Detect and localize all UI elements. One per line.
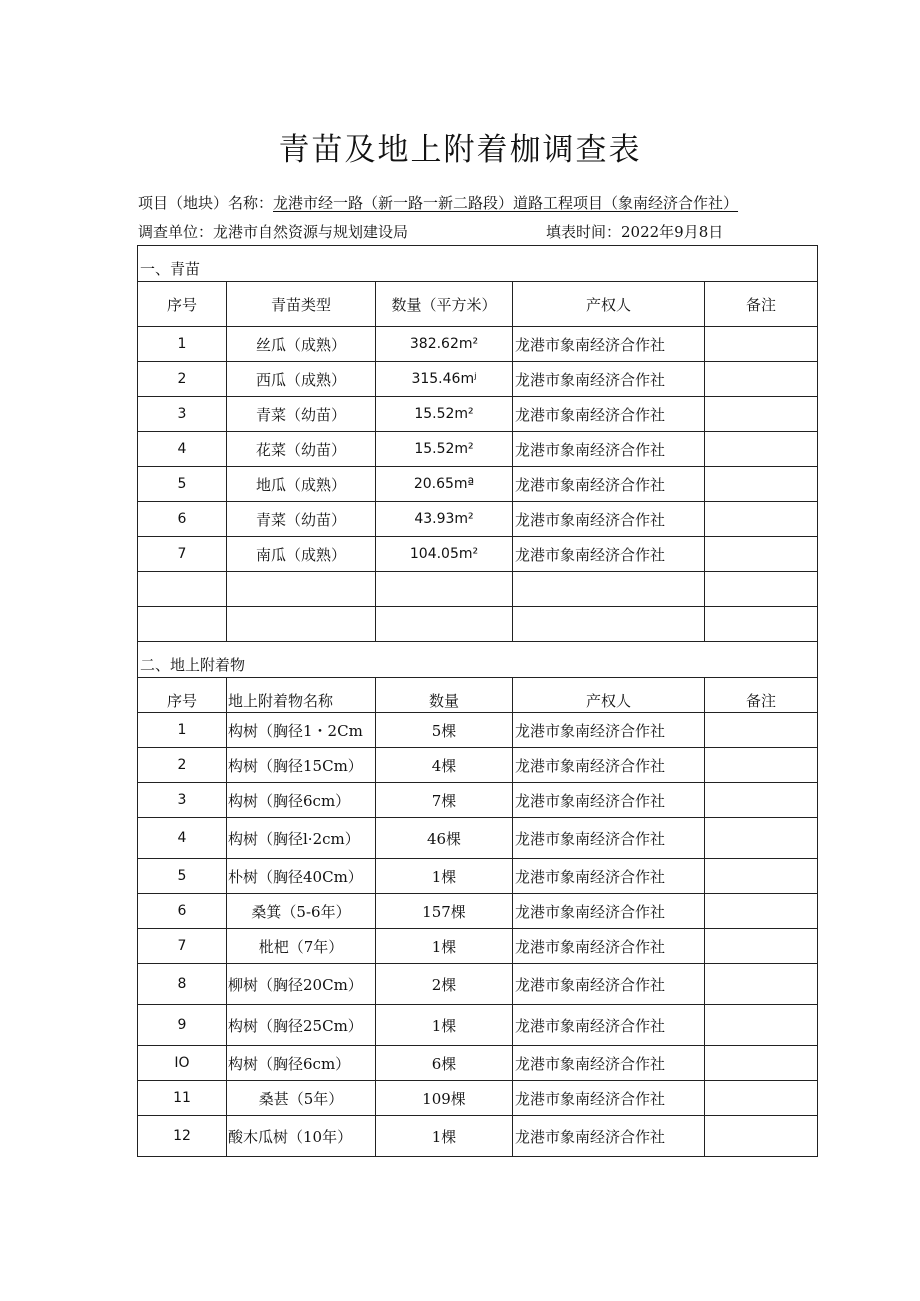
note — [705, 1046, 818, 1081]
owner: 龙港市象南经济合作社 — [513, 713, 705, 748]
table-row — [138, 748, 818, 783]
attachment-name: 构树（胸径l·2cm） — [227, 818, 376, 859]
owner: 龙港市象南经济合作社 — [513, 432, 705, 467]
owner: 龙港市象南经济合作社 — [513, 894, 705, 929]
note — [705, 748, 818, 783]
table-row — [138, 467, 818, 502]
seedling-type: 花菜（幼苗） — [227, 432, 376, 467]
attachment-name: 构树（胸径15Cm） — [227, 748, 376, 783]
attachment-name: 构树（胸径25Cm） — [227, 1005, 376, 1046]
row-number: 5 — [138, 467, 227, 502]
empty-cell — [513, 607, 705, 642]
table-row — [138, 713, 818, 748]
quantity: 46棵 — [376, 818, 513, 859]
quantity: 43.93m² — [376, 502, 513, 537]
section-attachments-title: 二、地上附着物 — [138, 642, 818, 678]
attachment-name: 酸木瓜树（10年） — [227, 1116, 376, 1157]
survey-unit-value: 龙港市自然资源与规划建设局 — [213, 223, 409, 241]
note — [705, 397, 818, 432]
table-row — [138, 783, 818, 818]
note — [705, 964, 818, 1005]
empty-cell — [513, 572, 705, 607]
survey-unit-label: 调查单位： — [138, 223, 214, 241]
attachment-name: 枇杷（7年） — [227, 929, 376, 964]
quantity: 315.46mʲ — [376, 362, 513, 397]
row-number: 2 — [138, 748, 227, 783]
header-cell: 序号 — [138, 678, 227, 713]
empty-row — [138, 607, 818, 642]
row-number: 9 — [138, 1005, 227, 1046]
fill-time: 填表时间：2022年9月8日 — [546, 223, 724, 241]
note — [705, 1081, 818, 1116]
owner: 龙港市象南经济合作社 — [513, 362, 705, 397]
table-row — [138, 859, 818, 894]
empty-cell — [227, 607, 376, 642]
table-row — [138, 964, 818, 1005]
note — [705, 327, 818, 362]
row-number: 11 — [138, 1081, 227, 1116]
empty-cell — [376, 607, 513, 642]
owner: 龙港市象南经济合作社 — [513, 397, 705, 432]
row-number: 3 — [138, 783, 227, 818]
table-row — [138, 432, 818, 467]
owner: 龙港市象南经济合作社 — [513, 783, 705, 818]
owner: 龙港市象南经济合作社 — [513, 537, 705, 572]
note — [705, 1005, 818, 1046]
seedling-type: 青菜（幼苗） — [227, 397, 376, 432]
attachment-name: 桑箕（5-6年） — [227, 894, 376, 929]
section-seedlings-title: 一、青苗 — [138, 246, 818, 282]
note — [705, 1116, 818, 1157]
quantity: 2棵 — [376, 964, 513, 1005]
seedling-type: 丝瓜（成熟） — [227, 327, 376, 362]
attachment-name: 构树（胸径1・2Cm — [227, 713, 376, 748]
attachments-header-row — [138, 678, 818, 713]
seedling-type: 南瓜（成熟） — [227, 537, 376, 572]
owner: 龙港市象南经济合作社 — [513, 859, 705, 894]
row-number: 5 — [138, 859, 227, 894]
quantity: 157棵 — [376, 894, 513, 929]
table-row — [138, 397, 818, 432]
quantity: 20.65mª — [376, 467, 513, 502]
quantity: 5棵 — [376, 713, 513, 748]
owner: 龙港市象南经济合作社 — [513, 327, 705, 362]
attachment-name: 构树（胸径6cm） — [227, 1046, 376, 1081]
note — [705, 537, 818, 572]
header-cell: 数量（平方米） — [376, 282, 513, 327]
row-number: 7 — [138, 537, 227, 572]
quantity: 1棵 — [376, 929, 513, 964]
note — [705, 859, 818, 894]
survey-unit-line — [138, 221, 408, 242]
row-number: 4 — [138, 818, 227, 859]
quantity: 104.05m² — [376, 537, 513, 572]
header-cell: 数量 — [376, 678, 513, 713]
quantity: 1棵 — [376, 1005, 513, 1046]
quantity: 15.52m² — [376, 397, 513, 432]
owner: 龙港市象南经济合作社 — [513, 1116, 705, 1157]
header-cell: 青苗类型 — [227, 282, 376, 327]
table-row — [138, 327, 818, 362]
owner: 龙港市象南经济合作社 — [513, 929, 705, 964]
quantity: 109棵 — [376, 1081, 513, 1116]
seedling-type: 地瓜（成熟） — [227, 467, 376, 502]
note — [705, 362, 818, 397]
seedling-type: 青菜（幼苗） — [227, 502, 376, 537]
survey-table — [137, 245, 818, 1157]
owner: 龙港市象南经济合作社 — [513, 467, 705, 502]
owner: 龙港市象南经济合作社 — [513, 964, 705, 1005]
owner: 龙港市象南经济合作社 — [513, 1046, 705, 1081]
table-row — [138, 929, 818, 964]
header-cell: 产权人 — [513, 678, 705, 713]
note — [705, 783, 818, 818]
attachment-name: 朴树（胸径40Cm） — [227, 859, 376, 894]
row-number: 6 — [138, 894, 227, 929]
row-number: 1 — [138, 327, 227, 362]
empty-cell — [705, 607, 818, 642]
table-row — [138, 1005, 818, 1046]
attachment-name: 桑甚（5年） — [227, 1081, 376, 1116]
owner: 龙港市象南经济合作社 — [513, 748, 705, 783]
owner: 龙港市象南经济合作社 — [513, 502, 705, 537]
seedling-type: 西瓜（成熟） — [227, 362, 376, 397]
owner: 龙港市象南经济合作社 — [513, 1005, 705, 1046]
table-row — [138, 894, 818, 929]
empty-cell — [705, 572, 818, 607]
row-number: 4 — [138, 432, 227, 467]
quantity: 15.52m² — [376, 432, 513, 467]
owner: 龙港市象南经济合作社 — [513, 1081, 705, 1116]
header-cell: 产权人 — [513, 282, 705, 327]
table-row — [138, 502, 818, 537]
note — [705, 894, 818, 929]
header-cell: 备注 — [705, 678, 818, 713]
row-number: 7 — [138, 929, 227, 964]
project-value: 龙港市经一路（新一路一新二路段）道路工程项目（象南经济合作社） — [273, 194, 739, 212]
attachment-name: 柳树（胸径20Cm） — [227, 964, 376, 1005]
row-number: IO — [138, 1046, 227, 1081]
quantity: 1棵 — [376, 859, 513, 894]
empty-cell — [376, 572, 513, 607]
row-number: 2 — [138, 362, 227, 397]
table-row — [138, 818, 818, 859]
empty-row — [138, 572, 818, 607]
header-cell: 地上附着物名称 — [227, 678, 376, 713]
header-cell: 序号 — [138, 282, 227, 327]
seedlings-header-row — [138, 282, 818, 327]
quantity: 382.62m² — [376, 327, 513, 362]
row-number: 8 — [138, 964, 227, 1005]
row-number: 3 — [138, 397, 227, 432]
header-cell: 备注 — [705, 282, 818, 327]
row-number: 12 — [138, 1116, 227, 1157]
note — [705, 432, 818, 467]
table-row — [138, 1116, 818, 1157]
empty-cell — [138, 572, 227, 607]
quantity: 7棵 — [376, 783, 513, 818]
empty-cell — [227, 572, 376, 607]
attachment-name: 构树（胸径6cm） — [227, 783, 376, 818]
note — [705, 467, 818, 502]
note — [705, 818, 818, 859]
note — [705, 713, 818, 748]
page-title: 青苗及地上附着枷调查表 — [278, 132, 642, 168]
note — [705, 929, 818, 964]
table-row — [138, 1046, 818, 1081]
quantity: 1棵 — [376, 1116, 513, 1157]
table-row — [138, 537, 818, 572]
table-row — [138, 1081, 818, 1116]
quantity: 6棵 — [376, 1046, 513, 1081]
row-number: 1 — [138, 713, 227, 748]
empty-cell — [138, 607, 227, 642]
quantity: 4棵 — [376, 748, 513, 783]
project-label: 项目（地块）名称： — [138, 194, 274, 212]
row-number: 6 — [138, 502, 227, 537]
table-row — [138, 362, 818, 397]
project-line — [138, 192, 738, 213]
note — [705, 502, 818, 537]
owner: 龙港市象南经济合作社 — [513, 818, 705, 859]
